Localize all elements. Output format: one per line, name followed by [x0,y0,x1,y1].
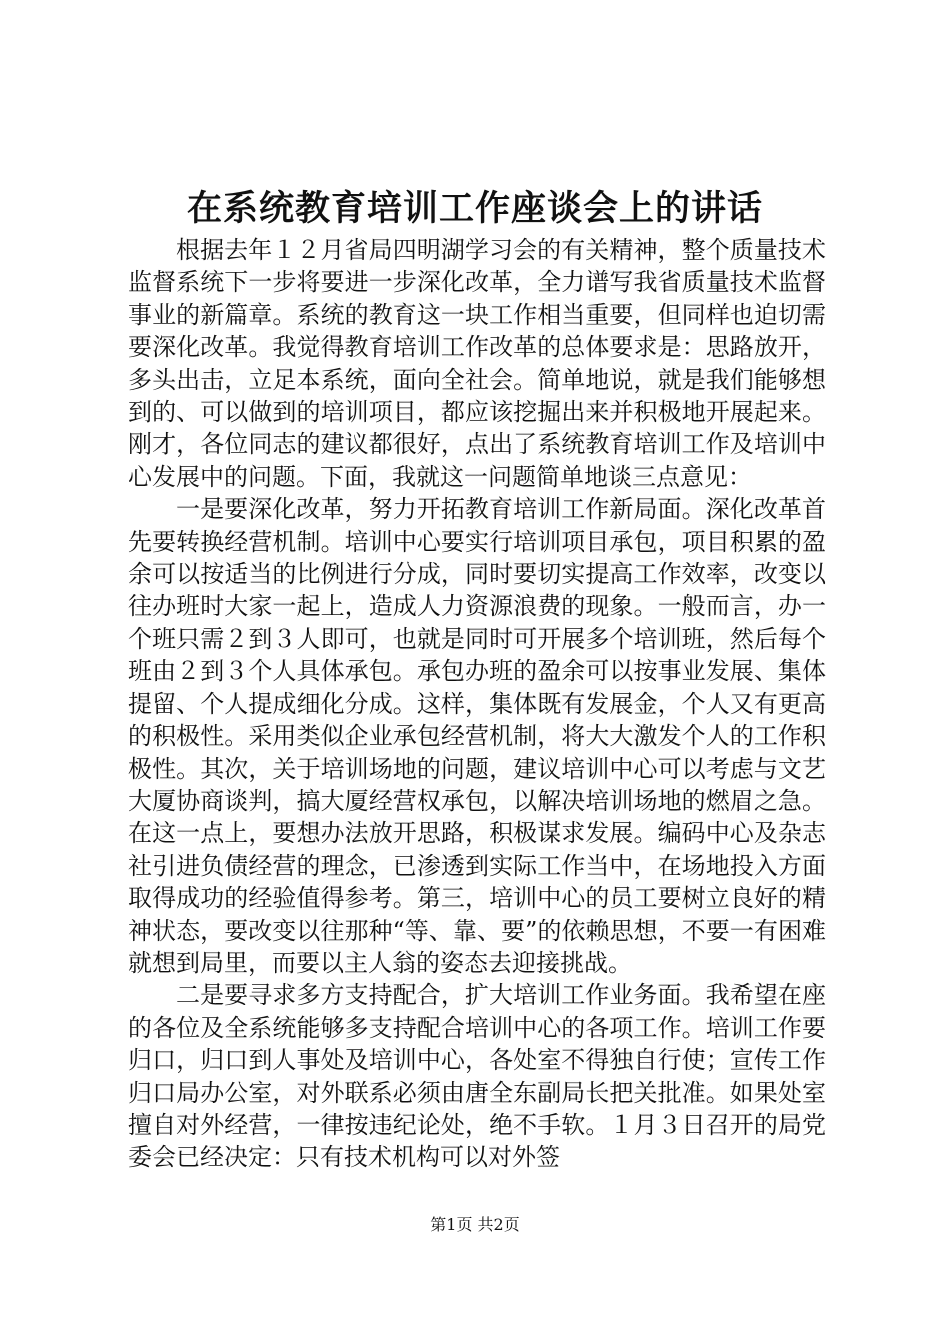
page-footer: 第1页 共2页 [430,1215,520,1234]
paragraph-intro: 根据去年１２月省局四明湖学习会的有关精神，整个质量技术监督系统下一步将要进一步深化改革，全力谱写我省质量技术监督事业的新篇章。系统的教育这一块工作相当重要，但同样也迫切需要深化改革。我觉得教育培训工作改革的总体要求是：思路放开，多头出击，立足本系统，面向全社会。简单地说，就是我们能够想到的、可以做到的培训项目，都应该挖掘出来并积极地开展起来。刚才，各位同志的建议都很好，点出了系统教育培训工作及培训中心发展中的问题。下面，我就这一问题简单地谈三点意见： [128,236,826,491]
document-title: 在系统教育培训工作座谈会上的讲话 [186,188,763,229]
paragraph-point-one: 一是要深化改革，努力开拓教育培训工作新局面。深化改革首先要转换经营机制。培训中心要实行培训项目承包，项目积累的盈余可以按适当的比例进行分成，同时要切实提高工作效率，改变以往办班时大家一起上，造成人力资源浪费的现象。一般而言，办一个班只需２到３人即可，也就是同时可开展多个培训班，然后每个班由２到３个人具体承包。承包办班的盈余可以按事业发展、集体提留、个人提成细化分成。这样，集体既有发展金，个人又有更高的积极性。采用类似企业承包经营机制，将大大激发个人的工作积极性。其次，关于培训场地的问题，建议培训中心可以考虑与文艺大厦协商谈判，搞大厦经营权承包，以解决培训场地的燃眉之急。在这一点上，要想办法放开思路，积极谋求发展。编码中心及杂志社引进负债经营的理念，已渗透到实际工作当中，在场地投入方面取得成功的经验值得参考。第三，培训中心的员工要树立良好的精神状态，要改变以往那种“等、靠、要”的依赖思想，不要一有困难就想到局里，而要以主人翁的姿态去迎接挑战。 [128,495,826,977]
document-body [128,234,826,1174]
paragraph-point-two: 二是要寻求多方支持配合，扩大培训工作业务面。我希望在座的各位及全系统能够多支持配合培训中心的各项工作。培训工作要归口，归口到人事处及培训中心，各处室不得独自行使；宣传工作归口局办公室，对外联系必须由唐全东副局长把关批准。如果处室擅自对外经营，一律按违纪论处，绝不手软。１月３日召开的局党委会已经决定：只有技术机构可以对外签 [128,981,826,1172]
